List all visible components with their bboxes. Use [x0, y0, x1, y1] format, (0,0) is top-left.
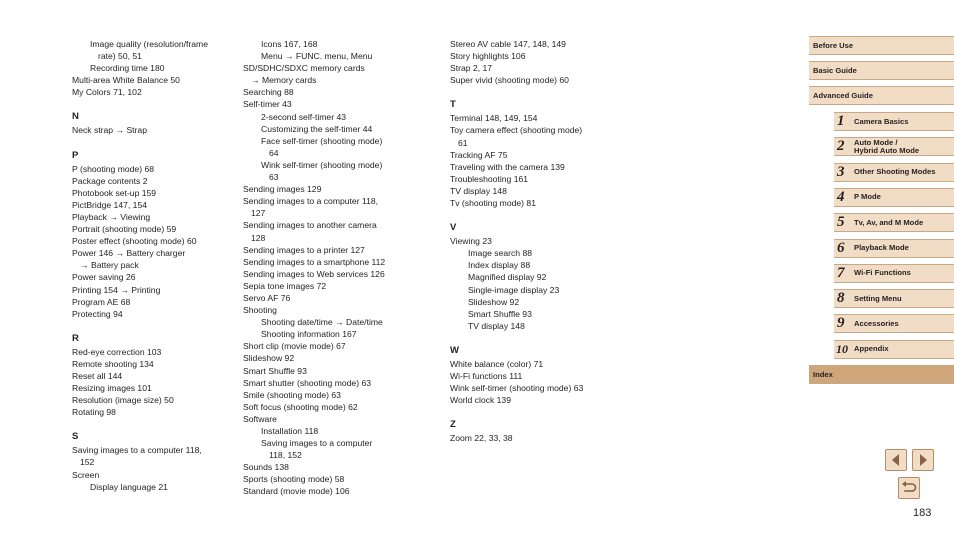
chapter-label: Other Shooting Modes	[854, 167, 936, 177]
index-entry: Story highlights 106	[450, 51, 526, 62]
index-section-letter: R	[72, 332, 79, 344]
index-entry: Searching 88	[243, 87, 294, 98]
index-entry: Stereo AV cable 147, 148, 149	[450, 39, 566, 49]
index-entry: TV display 148	[450, 185, 507, 196]
chapter-tab-10[interactable]	[834, 340, 954, 359]
index-entry: Tv (shooting mode) 81	[450, 198, 536, 209]
tab-index[interactable]: Index	[809, 365, 954, 384]
chapter-tab-5[interactable]	[834, 213, 954, 232]
index-entry: Shooting date/time → Date/time	[261, 317, 383, 328]
tab-advanced-guide[interactable]: Advanced Guide	[809, 86, 954, 105]
index-entry: Program AE 68	[72, 296, 131, 307]
index-entry: Smart Shuffle 93	[243, 365, 307, 376]
index-entry: Menu → FUNC. menu, Menu	[261, 51, 373, 62]
index-entry: PictBridge 147, 154	[72, 199, 148, 210]
index-entry: 128	[251, 232, 266, 243]
index-entry: Slideshow 92	[468, 296, 520, 307]
index-entry: Printing 154 → Printing	[72, 284, 161, 295]
chapter-label: Playback Mode	[854, 243, 909, 252]
index-entry: Magnified display 92	[468, 272, 547, 283]
index-entry: Software	[243, 413, 277, 424]
index-entry: TV display 148	[468, 320, 525, 331]
index-entry: Super vivid (shooting mode) 60	[450, 75, 569, 86]
chapter-label: Tv, Av, and M Mode	[854, 217, 924, 227]
index-entry: Wink self-timer (shooting mode) 63	[450, 383, 584, 394]
index-section-letter: W	[450, 344, 459, 356]
index-entry: Saving images to a computer 118,	[72, 445, 202, 456]
index-entry: Servo AF 76	[243, 292, 291, 303]
previous-page-button[interactable]	[885, 449, 907, 471]
index-entry: 61	[458, 137, 468, 148]
index-entry: 152	[80, 457, 95, 468]
chapter-tab-6[interactable]	[834, 239, 954, 258]
index-entry: Resizing images 101	[72, 383, 152, 394]
chapter-number: 5	[837, 214, 845, 231]
chapter-label: Wi-Fi Functions	[854, 268, 911, 278]
index-column-1	[72, 38, 232, 493]
chapter-label: Auto Mode / Hybrid Auto Mode	[854, 137, 920, 155]
index-entry: Sending images to a smartphone 112	[243, 256, 386, 267]
index-entry: Multi-area White Balance 50	[72, 75, 180, 86]
chapter-tab-3[interactable]	[834, 163, 954, 182]
index-entry: rate) 50, 51	[98, 51, 142, 62]
index-entry: Standard (movie mode) 106	[243, 486, 350, 497]
index-entry: Troubleshooting 161	[450, 173, 529, 184]
index-entry: Screen	[72, 469, 100, 480]
index-entry: Shooting information 167	[261, 329, 357, 340]
index-entry: Tracking AF 75	[450, 149, 508, 160]
tab-before-use[interactable]: Before Use	[809, 36, 954, 55]
chapter-number: 1	[837, 113, 845, 129]
chapter-tab-9[interactable]	[834, 314, 954, 333]
index-entry: Remote shooting 134	[72, 358, 154, 369]
index-entry: Photobook set-up 159	[72, 187, 157, 198]
index-entry: 64	[269, 147, 279, 158]
chapter-tab-8[interactable]	[834, 289, 954, 308]
arrow-left-icon	[886, 450, 906, 470]
index-entry: Poster effect (shooting mode) 60	[72, 236, 197, 247]
index-entry: Soft focus (shooting mode) 62	[243, 401, 358, 412]
index-column-3	[450, 38, 620, 444]
index-entry: Sending images 129	[243, 184, 322, 195]
index-entry: Terminal 148, 149, 154	[450, 113, 538, 124]
arrow-right-icon	[913, 450, 933, 470]
index-entry: Zoom 22, 33, 38	[450, 433, 513, 444]
index-entry: Icons 167, 168	[261, 39, 318, 49]
index-entry: Protecting 94	[72, 308, 123, 319]
index-entry: Rotating 98	[72, 407, 116, 418]
index-entry: Index display 88	[468, 260, 531, 271]
index-entry: Installation 118	[261, 426, 319, 436]
index-entry: Shooting	[243, 305, 277, 316]
index-section-letter: Z	[450, 419, 456, 431]
index-section-letter: S	[72, 431, 79, 443]
index-entry: Face self-timer (shooting mode)	[261, 135, 383, 146]
index-entry: Sounds 138	[243, 462, 289, 473]
index-entry: Wink self-timer (shooting mode)	[261, 159, 383, 170]
chapter-tab-1[interactable]	[834, 112, 954, 131]
index-entry: Sending images to a printer 127	[243, 244, 365, 255]
index-entry: Toy camera effect (shooting mode)	[450, 125, 583, 136]
chapter-tab-7[interactable]	[834, 264, 954, 283]
page-number: 183	[913, 507, 932, 519]
index-column-2	[243, 38, 413, 498]
index-entry: 63	[269, 172, 279, 183]
chapter-label: Accessories	[854, 318, 899, 328]
index-section-letter: T	[450, 99, 456, 111]
index-entry: Display language 21	[90, 481, 168, 492]
index-entry: → Memory cards	[251, 75, 317, 86]
index-entry: Customizing the self-timer 44	[261, 123, 373, 134]
chapter-tab-4[interactable]	[834, 188, 954, 207]
index-entry: Image quality (resolution/frame	[90, 39, 208, 49]
index-entry: Traveling with the camera 139	[450, 161, 565, 172]
chapter-label: Appendix	[854, 344, 889, 354]
index-entry: Smart shutter (shooting mode) 63	[243, 377, 372, 388]
index-entry: Image search 88	[468, 248, 533, 259]
index-entry: Power 146 → Battery charger	[72, 248, 186, 259]
index-entry: Smart Shuffle 93	[468, 308, 532, 319]
index-entry: Recording time 180	[90, 63, 165, 74]
chapter-number: 7	[837, 264, 845, 281]
index-entry: Sending images to a computer 118,	[243, 196, 379, 207]
index-entry: 2-second self-timer 43	[261, 111, 347, 122]
index-entry: Slideshow 92	[243, 353, 295, 364]
index-entry: Red-eye correction 103	[72, 346, 162, 357]
chapter-number: 3	[837, 163, 845, 180]
tab-basic-guide[interactable]: Basic Guide	[809, 61, 954, 80]
chapter-number: 8	[837, 290, 845, 307]
index-entry: 118, 152	[269, 450, 302, 461]
chapter-label: P Mode	[854, 192, 881, 202]
chapter-number: 4	[837, 188, 845, 205]
index-entry: Short clip (movie mode) 67	[243, 341, 346, 352]
chapter-number: 9	[837, 315, 845, 332]
index-entry: White balance (color) 71	[450, 358, 544, 369]
chapter-tab-2[interactable]	[834, 137, 954, 156]
index-entry: Neck strap → Strap	[72, 125, 147, 136]
index-entry: Saving images to a computer	[261, 438, 373, 449]
index-entry: Reset all 144	[72, 370, 123, 381]
index-entry: Wi-Fi functions 111	[450, 370, 523, 381]
index-entry: Strap 2, 17	[450, 63, 493, 74]
chapter-number: 10	[836, 341, 848, 356]
return-icon	[899, 478, 919, 498]
index-entry: Smile (shooting mode) 63	[243, 389, 341, 400]
chapter-label: Setting Menu	[854, 293, 902, 303]
index-entry: Playback → Viewing	[72, 211, 151, 222]
index-entry: P (shooting mode) 68	[72, 163, 155, 174]
index-entry: Sports (shooting mode) 58	[243, 474, 345, 485]
index-section-letter: N	[72, 111, 79, 123]
index-entry: Package contents 2	[72, 175, 148, 186]
chapter-number: 2	[837, 138, 845, 155]
index-entry: Sending images to another camera	[243, 220, 377, 231]
index-entry: Portrait (shooting mode) 59	[72, 224, 177, 235]
index-entry: Self-timer 43	[243, 99, 292, 110]
index-entry: Sepia tone images 72	[243, 280, 327, 291]
index-entry: Viewing 23	[450, 236, 492, 247]
chapter-label: Camera Basics	[854, 116, 909, 126]
index-entry: → Battery pack	[80, 260, 139, 271]
index-entry: Sending images to Web services 126	[243, 268, 385, 279]
index-entry: Resolution (image size) 50	[72, 395, 174, 406]
next-page-button[interactable]	[912, 449, 934, 471]
return-button[interactable]	[898, 477, 920, 499]
index-entry: SD/SDHC/SDXC memory cards	[243, 63, 365, 74]
index-entry: Power saving 26	[72, 272, 136, 283]
index-section-letter: P	[72, 149, 79, 161]
chapter-number: 6	[837, 239, 845, 256]
index-entry: My Colors 71, 102	[72, 87, 142, 98]
index-entry: Single-image display 23	[468, 284, 560, 295]
index-entry: World clock 139	[450, 395, 511, 406]
index-entry: 127	[251, 208, 266, 219]
index-section-letter: V	[450, 222, 457, 234]
